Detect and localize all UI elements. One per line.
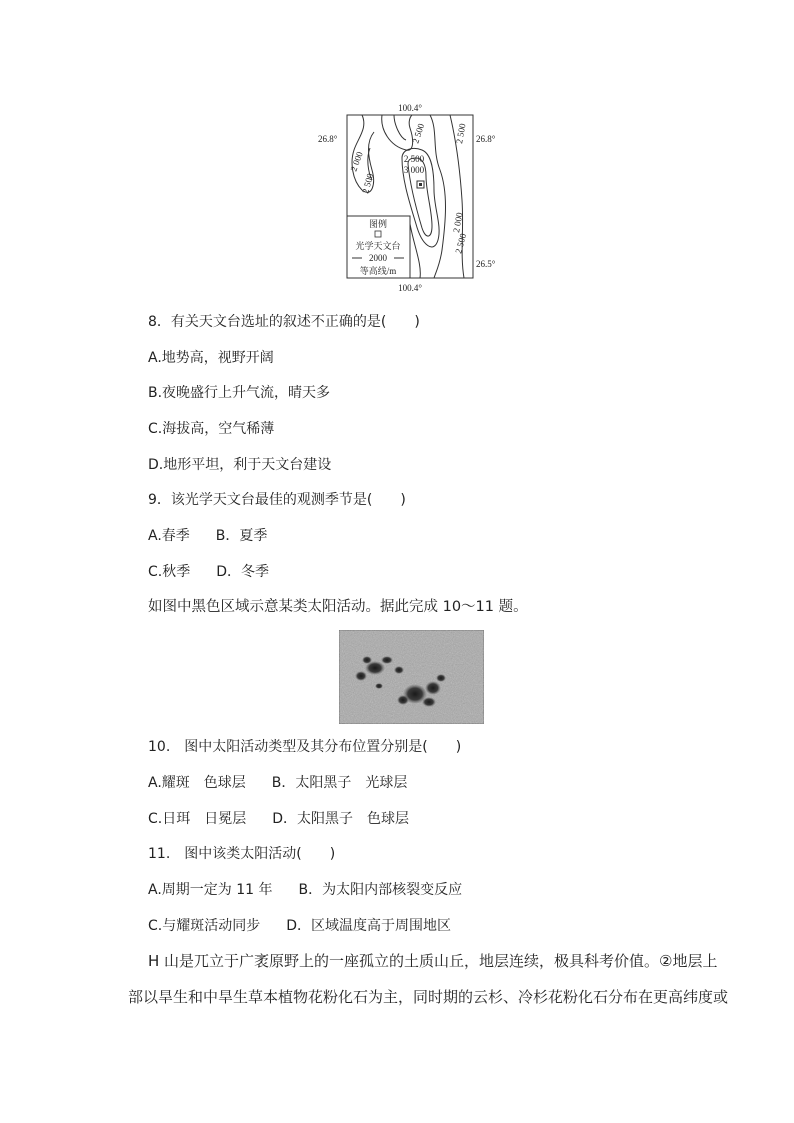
sunspot-shape	[425, 681, 441, 695]
contour-label: 2 500	[410, 122, 427, 145]
contour-label: 2 500	[360, 172, 376, 195]
contour-line	[430, 115, 446, 278]
contour-label: 2 500	[453, 232, 469, 255]
contour-line	[382, 115, 413, 150]
contour-label: 3 000	[403, 165, 425, 175]
questions-10-11-intro: 如图中黑色区域示意某类太阳活动。据此完成 10～11 题。	[148, 599, 528, 615]
contour-label: 2 000	[451, 211, 465, 234]
legend-title: 图例	[368, 219, 388, 229]
bottom-longitude-label: 100.4°	[398, 283, 422, 293]
question-9-option-b: B．夏季	[215, 528, 268, 544]
question-8-stem: 8．有关天文台选址的叙述不正确的是( )	[148, 314, 420, 330]
question-10-options-row-1	[148, 774, 407, 792]
contour-label: 2 500	[454, 122, 468, 145]
question-9-options-row-1	[148, 527, 267, 545]
sunspot-photo	[339, 630, 484, 724]
question-10-option-d: D．太阳黑子 色球层	[272, 811, 410, 827]
question-8-option-c: C.海拔高，空气稀薄	[148, 421, 275, 437]
question-9-stem: 9．该光学天文台最佳的观测季节是( )	[148, 492, 406, 508]
question-10-stem: 10. 图中太阳活动类型及其分布位置分别是( )	[148, 739, 462, 755]
question-11-options-row-1	[148, 881, 462, 899]
question-11-stem: 11. 图中该类太阳活动( )	[148, 846, 336, 862]
passage-line-2: 部以旱生和中旱生草本植物花粉化石为主，同时期的云杉、冷杉花粉化石分布在更高纬度或	[128, 988, 729, 1006]
legend-observatory-label: 光学天文台	[355, 241, 401, 251]
sunspot-shape	[362, 656, 372, 664]
sunspot-shape	[436, 674, 446, 682]
question-9-option-a: A.春季	[148, 528, 190, 544]
question-9-option-c: C.秋季	[148, 564, 191, 580]
contour-label: 2 500	[403, 154, 425, 164]
legend-contour-label: 等高线/m	[359, 266, 397, 276]
passage-line-1: H 山是兀立于广袤原野上的一座孤立的土质山丘，地层连续，极具科考价值。②地层上	[148, 952, 718, 970]
right-latitude-top-label: 26.8°	[476, 134, 496, 144]
sunspot-shape	[355, 671, 367, 681]
question-10-options-row-2	[148, 810, 409, 828]
question-10-option-b: B．太阳黑子 光球层	[271, 775, 408, 791]
question-11-option-d: D．区域温度高于周围地区	[286, 918, 452, 934]
contour-line	[394, 115, 406, 140]
question-10-option-a: A.耀斑 色球层	[148, 775, 246, 791]
sunspot-shape	[394, 666, 404, 674]
question-8-option-b: B.夜晚盛行上升气流，晴天多	[148, 385, 331, 401]
question-8-option-a: A.地势高，视野开阔	[148, 350, 274, 366]
question-11-option-b: B．为太阳内部核裂变反应	[298, 882, 463, 898]
sunspot-shape	[381, 656, 393, 664]
contour-map-figure	[310, 100, 510, 298]
contour-label: 2 000	[348, 150, 365, 173]
question-10-option-c: C.日珥 日冕层	[148, 811, 247, 827]
legend-observatory-symbol	[375, 231, 381, 237]
question-11-option-c: C.与耀斑活动同步	[148, 918, 261, 934]
sunspot-shape	[422, 697, 436, 707]
question-9-options-row-2	[148, 563, 269, 581]
legend-contour-value: 2000	[369, 253, 387, 263]
left-latitude-label: 26.8°	[318, 134, 338, 144]
question-11-options-row-2	[148, 917, 451, 935]
sunspot-shape	[375, 683, 383, 689]
top-longitude-label: 100.4°	[398, 103, 422, 113]
question-11-option-a: A.周期一定为 11 年	[148, 882, 273, 898]
right-latitude-bottom-label: 26.5°	[476, 259, 496, 269]
question-8-option-d: D.地形平坦，利于天文台建设	[148, 457, 332, 473]
question-9-option-d: D．冬季	[216, 564, 270, 580]
sunspot-shape	[397, 695, 409, 705]
